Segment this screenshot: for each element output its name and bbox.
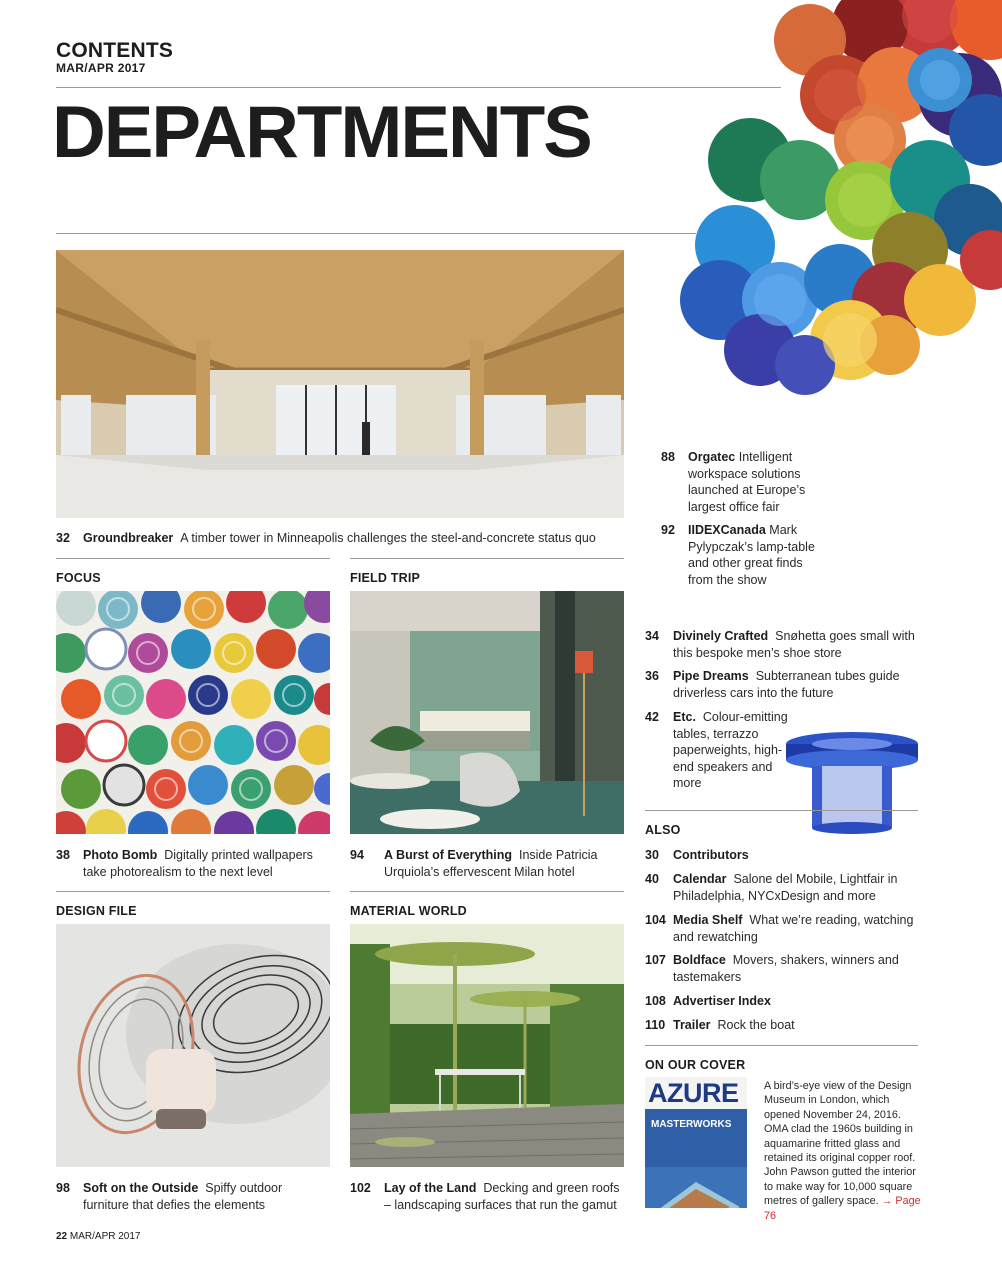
item-title: Advertiser Index <box>673 994 771 1008</box>
material-world-caption[interactable] <box>350 1180 620 1213</box>
item-title: Calendar <box>673 872 727 886</box>
timber-tower-interior-photo[interactable] <box>56 250 624 518</box>
also-item[interactable] <box>645 871 920 904</box>
section-label-field-trip: FIELD TRIP <box>350 571 421 585</box>
plates-wallpaper-photo[interactable] <box>56 591 330 834</box>
item-title: Photo Bomb <box>83 848 158 862</box>
page-number: 30 <box>645 848 659 862</box>
item-desc: Movers, shakers, winners and tastemakers <box>673 953 899 984</box>
page-number: 104 <box>645 913 666 927</box>
focus-caption[interactable] <box>56 847 326 880</box>
divider <box>645 810 918 811</box>
section-label-also: ALSO <box>645 823 681 837</box>
also-item[interactable] <box>645 993 920 1010</box>
divider <box>350 891 624 892</box>
magazine-cover-thumbnail[interactable] <box>645 1077 747 1208</box>
item-title: Boldface <box>673 953 726 967</box>
list-item[interactable] <box>645 628 915 661</box>
page-number: 92 <box>661 523 675 537</box>
field-trip-caption[interactable] <box>350 847 620 880</box>
item-desc: Intelligent workspace solutions launched at Europe’s largest office fair <box>688 450 806 514</box>
item-title: Trailer <box>673 1018 711 1032</box>
page-number: 36 <box>645 669 659 683</box>
page-number: 110 <box>645 1018 666 1032</box>
section-label-focus: FOCUS <box>56 571 101 585</box>
item-title: Lay of the Land <box>384 1181 477 1195</box>
cover-headline: MASTERWORKS <box>651 1119 732 1130</box>
page-number: 42 <box>645 710 659 724</box>
item-title: Soft on the Outside <box>83 1181 199 1195</box>
divider <box>56 891 330 892</box>
list-item[interactable] <box>661 449 821 515</box>
list-item[interactable] <box>645 709 795 792</box>
divider <box>350 558 624 559</box>
felt-sculpture-image <box>640 0 1002 395</box>
issue-date: MAR/APR 2017 <box>56 61 146 75</box>
list-item[interactable] <box>645 668 915 701</box>
item-title: IIDEXCanada <box>688 523 766 537</box>
page-number: 40 <box>645 872 659 886</box>
item-desc: Inside Patricia Urquiola’s effervescent Milan hotel <box>384 848 598 879</box>
cover-text: A bird’s-eye view of the Design Museum in London, which opened November 24, 2016. OMA clad the 1960s building in aquamarine fritted glass and retained its original copper roof. John Pawson gutted the interior to make way for 10,000 square metres of gallery space. <box>764 1080 916 1208</box>
folio-page-number: 22 <box>56 1231 68 1242</box>
item-desc: Rock the boat <box>717 1018 795 1032</box>
page-number: 88 <box>661 450 675 464</box>
list-item[interactable] <box>661 522 821 588</box>
item-desc: Mark Pylypczak’s lamp-table and other great finds from the show <box>688 523 815 587</box>
section-label-material-world: MATERIAL WORLD <box>350 904 467 918</box>
folio-issue: MAR/APR 2017 <box>69 1231 141 1242</box>
item-desc: Salone del Mobile, Lightfair in Philadelphia, NYCxDesign and more <box>673 872 898 903</box>
also-item[interactable] <box>645 1017 920 1034</box>
cover-description <box>764 1079 924 1223</box>
page-number: 98 <box>56 1181 70 1195</box>
page-number: 34 <box>645 629 659 643</box>
divider <box>56 558 330 559</box>
item-desc: Colour-emitting tables, terrazzo paperweights, high-end speakers and more <box>673 710 788 790</box>
section-label-cover: ON OUR COVER <box>645 1058 746 1072</box>
item-desc: Subterranean tubes guide driverless cars into the future <box>673 669 900 700</box>
design-file-caption[interactable] <box>56 1180 326 1213</box>
also-item[interactable] <box>645 847 920 864</box>
page-number: 108 <box>645 994 666 1008</box>
hotel-room-photo[interactable] <box>350 591 624 834</box>
item-desc: What we’re reading, watching and rewatching <box>673 913 914 944</box>
garden-deck-photo[interactable] <box>350 924 624 1167</box>
item-desc: Decking and green roofs – landscaping surfaces that run the gamut <box>384 1181 620 1212</box>
magazine-name: AZURE <box>648 1078 739 1108</box>
page-number: 94 <box>350 848 364 862</box>
item-title: A Burst of Everything <box>384 848 513 862</box>
title-rule <box>56 233 696 234</box>
acrylic-table-image <box>782 728 922 838</box>
also-item[interactable] <box>645 952 920 985</box>
item-desc: Snøhetta goes small with this bespoke men’s shoe store <box>673 629 915 660</box>
page-number: 38 <box>56 848 70 862</box>
item-title: Pipe Dreams <box>673 669 749 683</box>
page-number: 107 <box>645 953 666 967</box>
item-desc: Spiffy outdoor furniture that defies the elements <box>83 1181 283 1212</box>
page-number: 32 <box>56 531 70 545</box>
outdoor-chair-photo[interactable] <box>56 924 330 1167</box>
item-title: Media Shelf <box>673 913 743 927</box>
contents-label: CONTENTS <box>56 39 174 62</box>
divider <box>645 1045 918 1046</box>
feature-caption[interactable] <box>56 530 626 547</box>
item-title: Divinely Crafted <box>673 629 769 643</box>
cover-page-link[interactable]: → Page 76 <box>764 1195 921 1222</box>
item-title: Etc. <box>673 710 696 724</box>
item-desc: Digitally printed wallpapers take photorealism to the next level <box>83 848 313 879</box>
item-title: Groundbreaker <box>83 531 174 545</box>
item-desc: A timber tower in Minneapolis challenges the steel-and-concrete status quo <box>180 531 596 545</box>
page-title: DEPARTMENTS <box>52 92 591 173</box>
item-title: Contributors <box>673 848 749 862</box>
page-number: 102 <box>350 1181 371 1195</box>
section-label-design-file: DESIGN FILE <box>56 904 137 918</box>
item-title: Orgatec <box>688 450 736 464</box>
also-item[interactable] <box>645 912 920 945</box>
page-folio <box>56 1232 141 1242</box>
